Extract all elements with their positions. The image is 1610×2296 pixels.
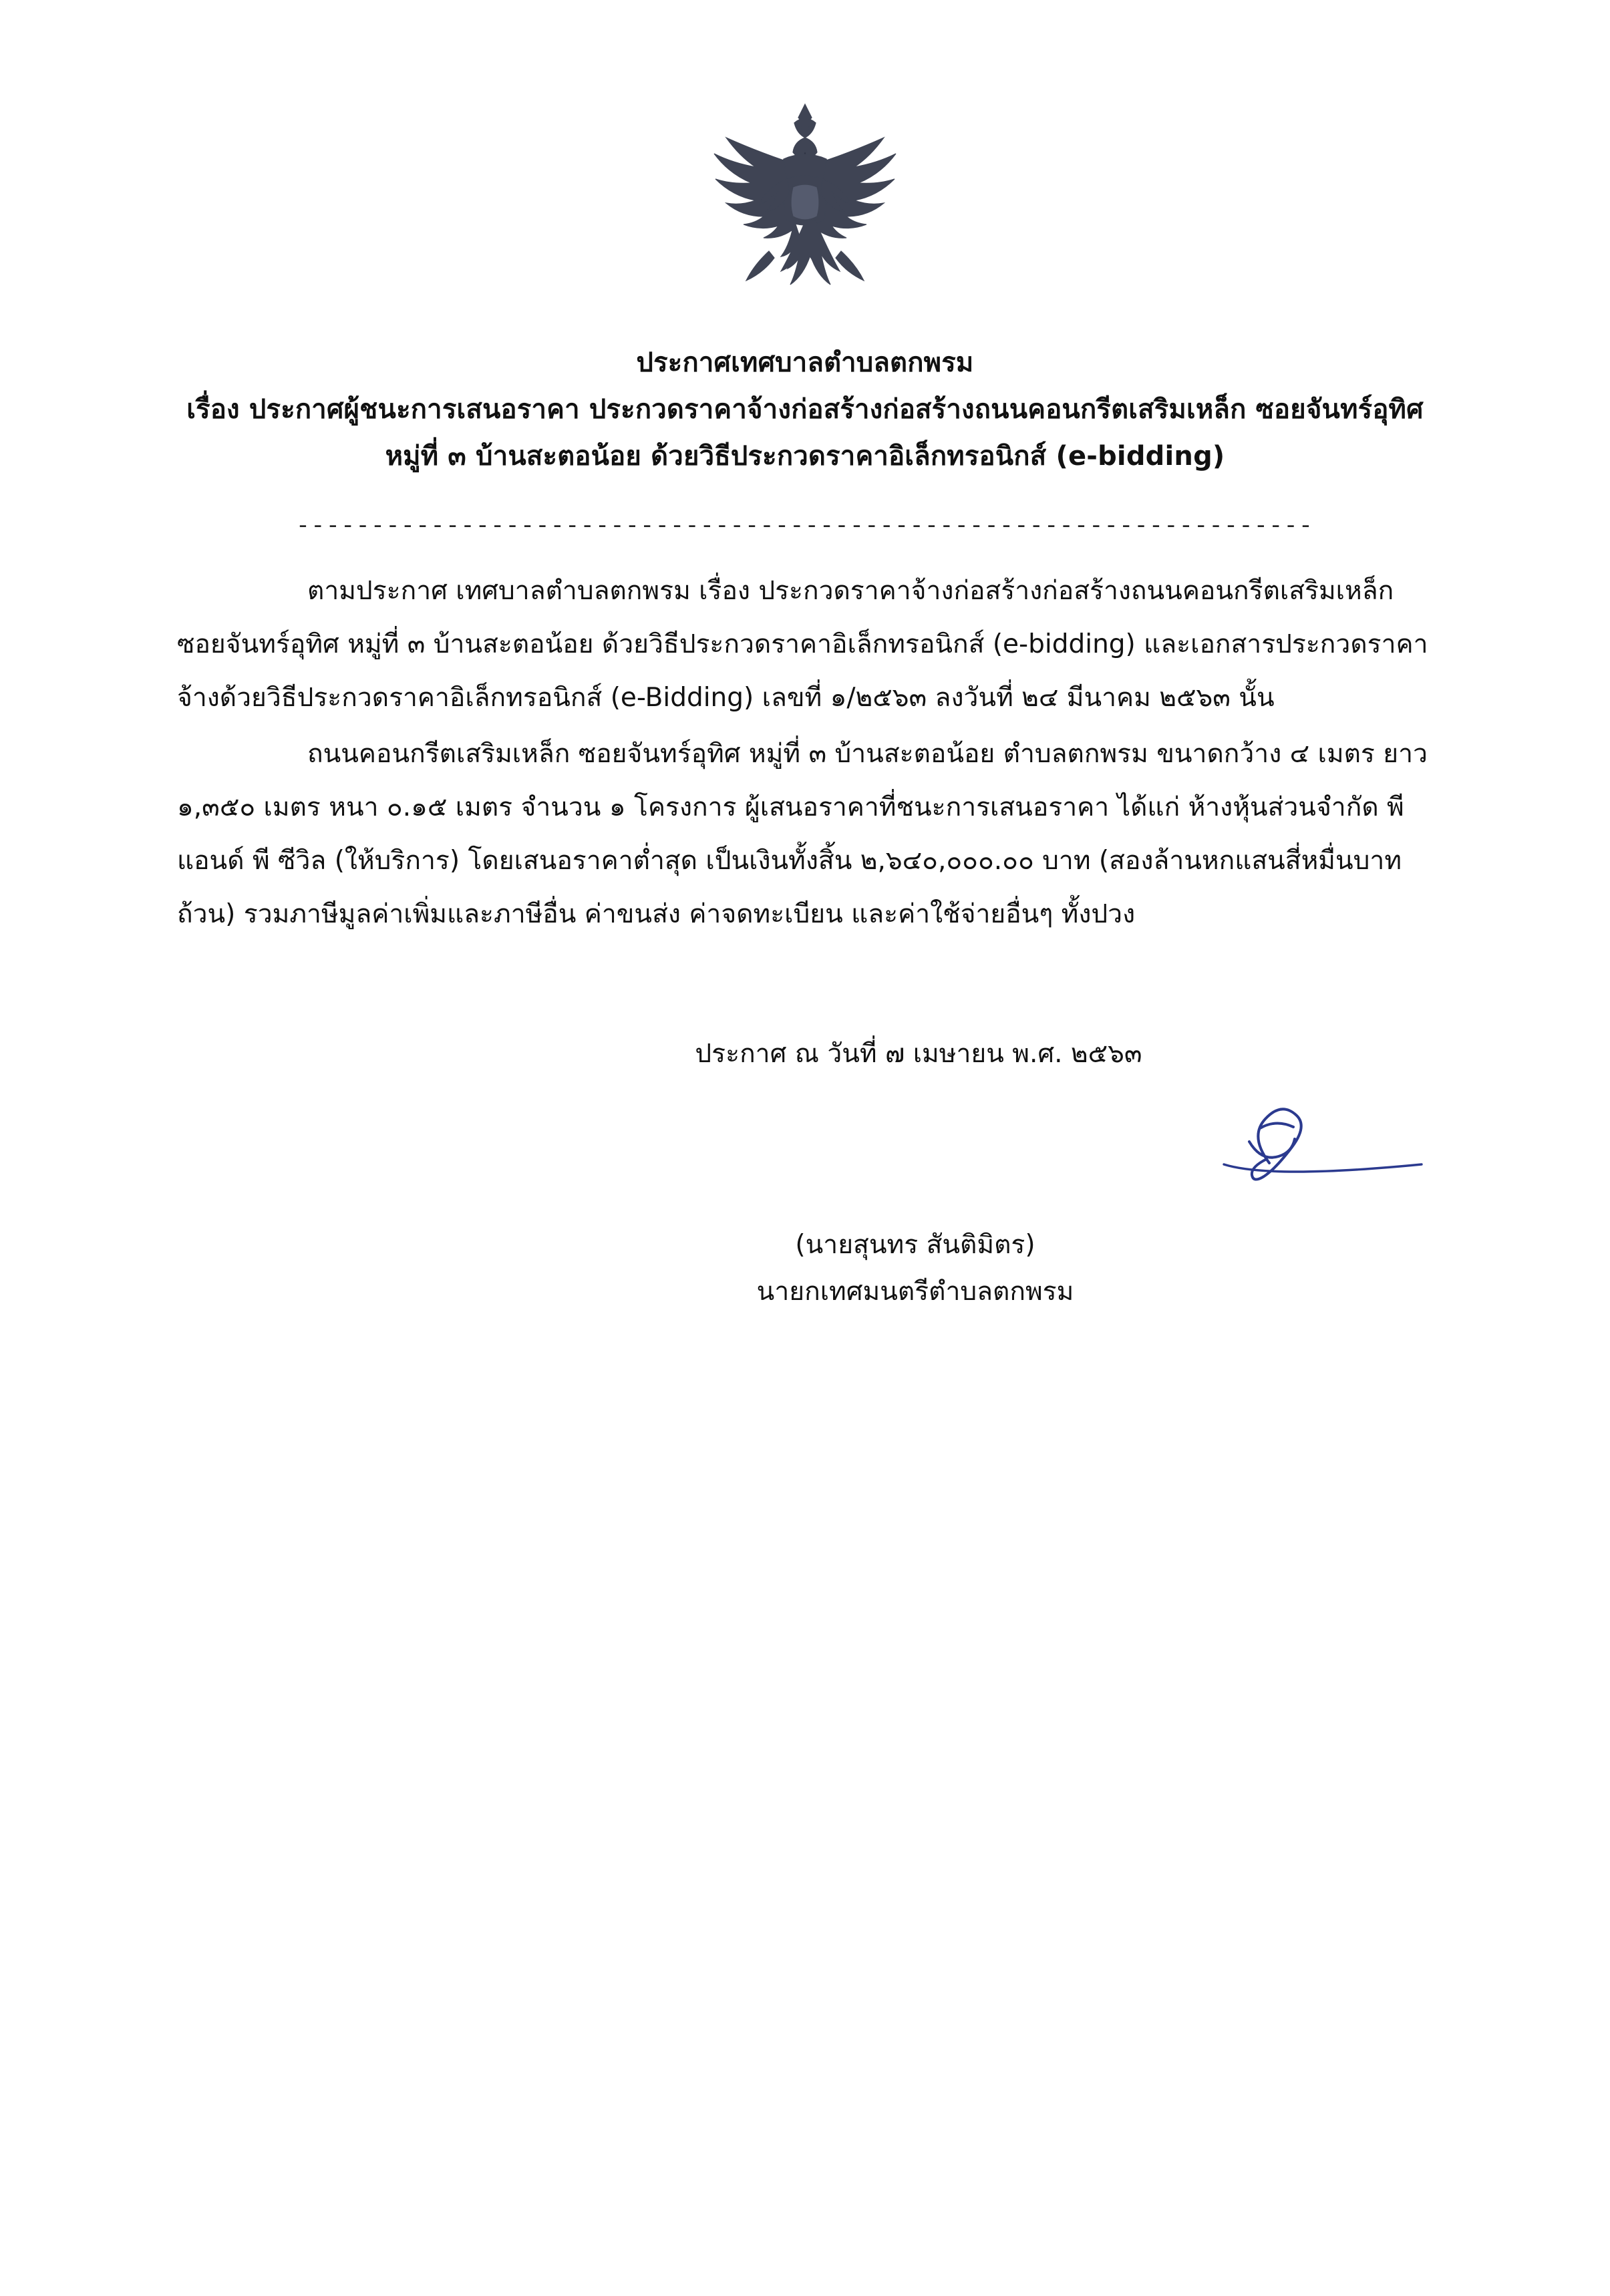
signer-title: นายกเทศมนตรีตำบลตกพรม xyxy=(756,1277,1074,1307)
paragraph-2-line-2: ๑,๓๕๐ เมตร หนา ๐.๑๕ เมตร จำนวน ๑ โครงการ ผู้เสนอราคาที่ชนะการเสนอราคา ได้แก่ ห้างหุ้นส่วนจำกัด พี xyxy=(177,792,1404,822)
paragraph-1-line-1: ตามประกาศ เทศบาลตำบลตกพรม เรื่อง ประกวดราคาจ้างก่อสร้างก่อสร้างถนนคอนกรีตเสริมเหล็ก xyxy=(307,576,1394,606)
signature-mark xyxy=(1069,1084,1443,1218)
header-divider: -------------------------------------------------------------------- xyxy=(296,514,1314,540)
garuda-emblem xyxy=(0,94,1610,314)
announcement-date: ประกาศ ณ วันที่ ๗ เมษายน พ.ศ. ๒๕๖๓ xyxy=(695,1039,1142,1069)
header-line-subject: เรื่อง ประกาศผู้ชนะการเสนอราคา ประกวดราคาจ้างก่อสร้างก่อสร้างถนนคอนกรีตเสริมเหล็ก ซอยจันทร์อุทิศ xyxy=(186,394,1424,425)
paragraph-2-line-4: ถ้วน) รวมภาษีมูลค่าเพิ่มและภาษีอื่น ค่าขนส่ง ค่าจดทะเบียน และค่าใช้จ่ายอื่นๆ ทั้งปวง xyxy=(177,898,1136,929)
signer-name: (นายสุนทร สันติมิตร) xyxy=(795,1230,1035,1261)
document-header xyxy=(0,339,1610,480)
document-body xyxy=(177,564,1433,944)
paragraph-1-line-3: จ้างด้วยวิธีประกวดราคาอิเล็กทรอนิกส์ (e-Bidding) เลขที่ ๑/๒๕๖๓ ลงวันที่ ๒๔ มีนาคม ๒๕๖๓ นั้น xyxy=(177,682,1275,713)
paragraph-1-line-2: ซอยจันทร์อุทิศ หมู่ที่ ๓ บ้านสะตอน้อย ด้วยวิธีประกวดราคาอิเล็กทรอนิกส์ (e-bidding) และเอกสารประกวดราคา xyxy=(177,629,1428,659)
header-line-organization: ประกาศเทศบาลตำบลตกพรม xyxy=(636,347,974,378)
signature-block xyxy=(0,1032,1610,1316)
header-line-subject-cont: หมู่ที่ ๓ บ้านสะตอน้อย ด้วยวิธีประกวดราคาอิเล็กทรอนิกส์ (e-bidding) xyxy=(385,441,1225,472)
paragraph-1 xyxy=(177,564,1433,725)
paragraph-2 xyxy=(177,727,1433,941)
paragraph-2-line-3: แอนด์ พี ซีวิล (ให้บริการ) โดยเสนอราคาต่ำสุด เป็นเงินทั้งสิ้น ๒,๖๔๐,๐๐๐.๐๐ บาท (สองล้านหกแสนสี่หมื่นบาท xyxy=(177,845,1402,876)
paragraph-2-line-1: ถนนคอนกรีตเสริมเหล็ก ซอยจันทร์อุทิศ หมู่ที่ ๓ บ้านสะตอน้อย ตำบลตกพรม ขนาดกว้าง ๔ เมตร ยาว xyxy=(307,738,1428,769)
